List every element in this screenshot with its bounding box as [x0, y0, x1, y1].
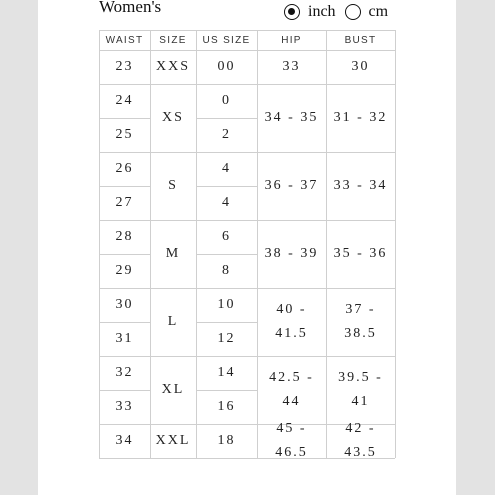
us-size-cell: 4 [222, 195, 231, 210]
size-cell: XXS [155, 59, 190, 74]
size-cell: XL [161, 382, 185, 397]
waist-cell: 30 [115, 297, 134, 312]
size-cell: S [168, 178, 178, 193]
bust-cell: 39.5 - 41 [338, 370, 383, 409]
us-size-cell: 0 [222, 93, 231, 108]
header-hip: HIP [281, 34, 302, 46]
us-size-cell: 10 [217, 297, 236, 312]
header-us-size: US SIZE [202, 34, 251, 46]
waist-cell: 32 [115, 365, 134, 380]
waist-cell: 23 [115, 59, 134, 74]
waist-cell: 25 [115, 127, 134, 142]
us-size-cell: 18 [217, 433, 236, 448]
hip-cell: 42.5 - 44 [269, 370, 314, 409]
bust-cell: 42 - 43.5 [344, 421, 377, 460]
bust-cell: 30 [351, 59, 370, 74]
page-title: Women's [99, 0, 162, 16]
bust-cell: 33 - 34 [333, 178, 388, 193]
us-size-cell: 14 [217, 365, 236, 380]
waist-cell: 34 [115, 433, 134, 448]
us-size-cell: 00 [217, 59, 236, 74]
hip-cell: 33 [282, 59, 301, 74]
waist-cell: 28 [115, 229, 134, 244]
header-waist: WAIST [105, 34, 144, 46]
bust-cell: 35 - 36 [333, 246, 388, 261]
size-cell: L [167, 314, 179, 329]
waist-cell: 33 [115, 399, 134, 414]
us-size-cell: 16 [217, 399, 236, 414]
us-size-cell: 12 [217, 331, 236, 346]
hip-cell: 38 - 39 [264, 246, 319, 261]
us-size-cell: 6 [222, 229, 231, 244]
bust-cell: 31 - 32 [333, 110, 388, 125]
hip-cell: 45 - 46.5 [275, 421, 308, 460]
hip-cell: 40 - 41.5 [275, 302, 308, 341]
waist-cell: 27 [115, 195, 134, 210]
size-cell: XXL [155, 433, 191, 448]
waist-cell: 24 [115, 93, 134, 108]
header-bust: BUST [344, 34, 377, 46]
waist-cell: 29 [115, 263, 134, 278]
bust-cell: 37 - 38.5 [344, 302, 377, 341]
hip-cell: 36 - 37 [264, 178, 319, 193]
size-cell: XS [162, 110, 184, 125]
unit-inch-label[interactable]: inch [308, 3, 336, 20]
header-size: SIZE [159, 34, 187, 46]
waist-cell: 26 [115, 161, 134, 176]
us-size-cell: 2 [222, 127, 231, 142]
unit-cm-label[interactable]: cm [368, 3, 389, 20]
us-size-cell: 8 [222, 263, 231, 278]
us-size-cell: 4 [222, 161, 231, 176]
size-cell: M [165, 246, 181, 261]
waist-cell: 31 [115, 331, 134, 346]
hip-cell: 34 - 35 [264, 110, 319, 125]
